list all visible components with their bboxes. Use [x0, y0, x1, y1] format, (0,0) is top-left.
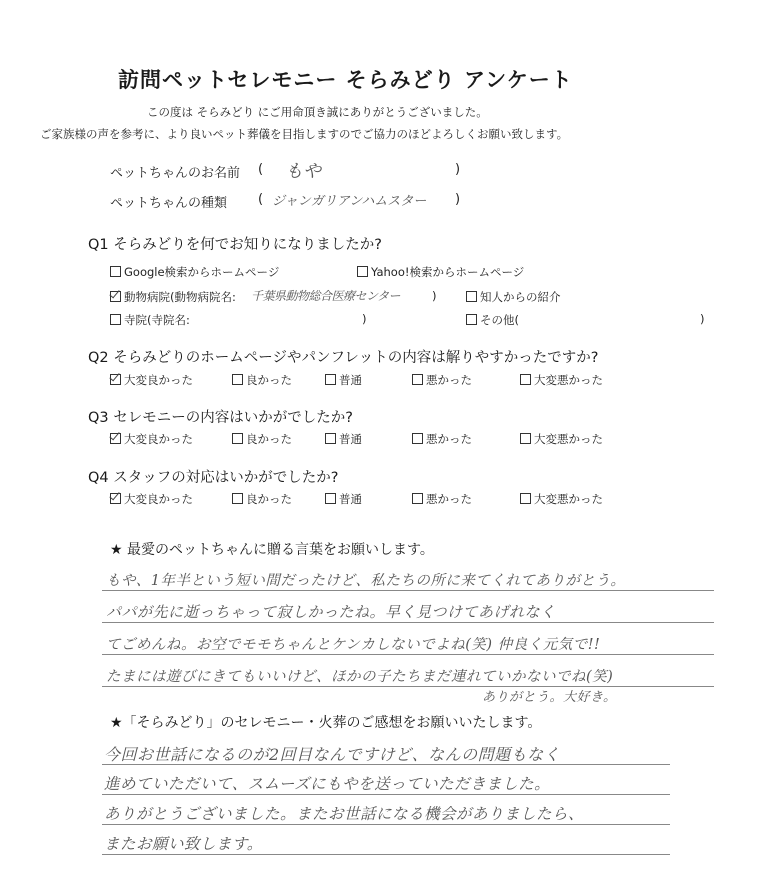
pet-type-close-paren: ) [455, 192, 461, 207]
checkbox-icon [412, 493, 423, 504]
message-rule-2 [102, 622, 714, 623]
q2-option-normal[interactable]: 普通 [325, 372, 362, 388]
message-line-2[interactable]: パパが先に逝っちゃって寂しかったね。早く見つけてあげれなく [106, 603, 556, 621]
pet-type-open-paren: ( [258, 192, 264, 207]
q1-option-hospital[interactable]: 動物病院(動物病院名: [110, 289, 236, 305]
impression-rule-2 [102, 794, 670, 795]
pet-type-label: ペットちゃんの種類 [110, 196, 228, 211]
q1-option-other[interactable]: その他( [466, 312, 519, 328]
q3-option-very-bad[interactable]: 大変悪かった [520, 431, 603, 447]
pet-name-value[interactable]: もや [285, 161, 321, 182]
message-rule-1 [102, 590, 714, 591]
checked-checkbox-icon [110, 433, 121, 444]
impression-line-2[interactable]: 進めていただいて、スムーズにもやを送っていただきました。 [104, 775, 551, 793]
checkbox-icon [357, 266, 368, 277]
pet-name-close-paren: ) [455, 162, 461, 177]
message-heading: ★ 最愛のペットちゃんに贈る言葉をお願いします。 [110, 542, 434, 558]
impression-line-4[interactable]: またお願い致します。 [104, 835, 263, 853]
q3-option-very-good[interactable]: 大変良かった [110, 431, 193, 447]
q1-other-close-paren: ) [700, 312, 705, 326]
q1-temple-close-paren: ) [362, 312, 367, 326]
checkbox-icon [232, 493, 243, 504]
checkbox-icon [466, 291, 477, 302]
checkbox-icon [520, 493, 531, 504]
checkbox-icon [412, 433, 423, 444]
q4-option-normal[interactable]: 普通 [325, 491, 362, 507]
pet-name-label: ペットちゃんのお名前 [110, 166, 241, 181]
impression-heading: ★「そらみどり」のセレモニー・火葬のご感想をお願いいたします。 [110, 715, 542, 731]
message-line-1[interactable]: もや、1年半という短い間だったけど、私たちの所に来てくれてありがとう。 [106, 573, 626, 589]
message-line-4[interactable]: たまには遊びにきてもいいけど、ほかの子たちまだ連れていかないでね(笑) [106, 669, 614, 685]
checkbox-icon [520, 433, 531, 444]
checkbox-icon [466, 314, 477, 325]
q2-question: Q2 そらみどりのホームページやパンフレットの内容は解りやすかったですか? [88, 350, 599, 366]
intro-line-1: この度は そらみどり にご用命頂き誠にありがとうございました。 [147, 105, 488, 119]
q4-option-bad[interactable]: 悪かった [412, 491, 472, 507]
q3-option-good[interactable]: 良かった [232, 431, 292, 447]
q1-option-friend[interactable]: 知人からの紹介 [466, 289, 561, 305]
message-rule-3 [102, 654, 714, 655]
checkbox-icon [325, 433, 336, 444]
q1-option-yahoo[interactable]: Yahoo!検索からホームページ [357, 264, 524, 280]
pet-name-open-paren: ( [258, 162, 264, 177]
impression-line-3[interactable]: ありがとうございました。またお世話になる機会がありましたら、 [104, 805, 585, 823]
q4-option-very-bad[interactable]: 大変悪かった [520, 491, 603, 507]
q2-option-bad[interactable]: 悪かった [412, 372, 472, 388]
q4-option-good[interactable]: 良かった [232, 491, 292, 507]
message-rule-4 [102, 686, 714, 687]
q2-option-good[interactable]: 良かった [232, 372, 292, 388]
checked-checkbox-icon [110, 291, 121, 302]
checked-checkbox-icon [110, 374, 121, 385]
impression-line-1[interactable]: 今回お世話になるのが2回目なんですけど、なんの問題もなく [104, 745, 561, 764]
q2-option-very-good[interactable]: 大変良かった [110, 372, 193, 388]
q4-option-very-good[interactable]: 大変良かった [110, 491, 193, 507]
intro-line-2: ご家族様の声を参考に、より良いペット葬儀を目指しますのでご協力のほどよろしくお願い致します。 [40, 127, 569, 141]
checkbox-icon [110, 314, 121, 325]
q1-option-google[interactable]: Google検索からホームページ [110, 264, 279, 280]
q3-question: Q3 セレモニーの内容はいかがでしたか? [88, 410, 353, 426]
q1-option-temple[interactable]: 寺院(寺院名: [110, 312, 190, 328]
message-line-5[interactable]: ありがとう。大好き。 [482, 690, 617, 705]
checkbox-icon [325, 374, 336, 385]
q1-hospital-close-paren: ) [432, 289, 437, 303]
checkbox-icon [232, 374, 243, 385]
checkbox-icon [232, 433, 243, 444]
q1-hospital-name[interactable]: 千葉県動物総合医療センター [251, 289, 401, 303]
pet-type-value[interactable]: ジャンガリアンハムスター [272, 194, 427, 209]
q4-question: Q4 スタッフの対応はいかがでしたか? [88, 470, 339, 486]
q3-option-bad[interactable]: 悪かった [412, 431, 472, 447]
message-line-3[interactable]: てごめんね。お空でモモちゃんとケンカしないでよね(笑) 仲良く元気で!! [106, 637, 601, 653]
checkbox-icon [412, 374, 423, 385]
checkbox-icon [520, 374, 531, 385]
checkbox-icon [110, 266, 121, 277]
q3-option-normal[interactable]: 普通 [325, 431, 362, 447]
q1-question: Q1 そらみどりを何でお知りになりましたか? [88, 237, 382, 253]
checked-checkbox-icon [110, 493, 121, 504]
checkbox-icon [325, 493, 336, 504]
impression-rule-4 [102, 854, 670, 855]
q2-option-very-bad[interactable]: 大変悪かった [520, 372, 603, 388]
survey-title: 訪問ペットセレモニー そらみどり アンケート [118, 68, 573, 92]
impression-rule-3 [102, 824, 670, 825]
